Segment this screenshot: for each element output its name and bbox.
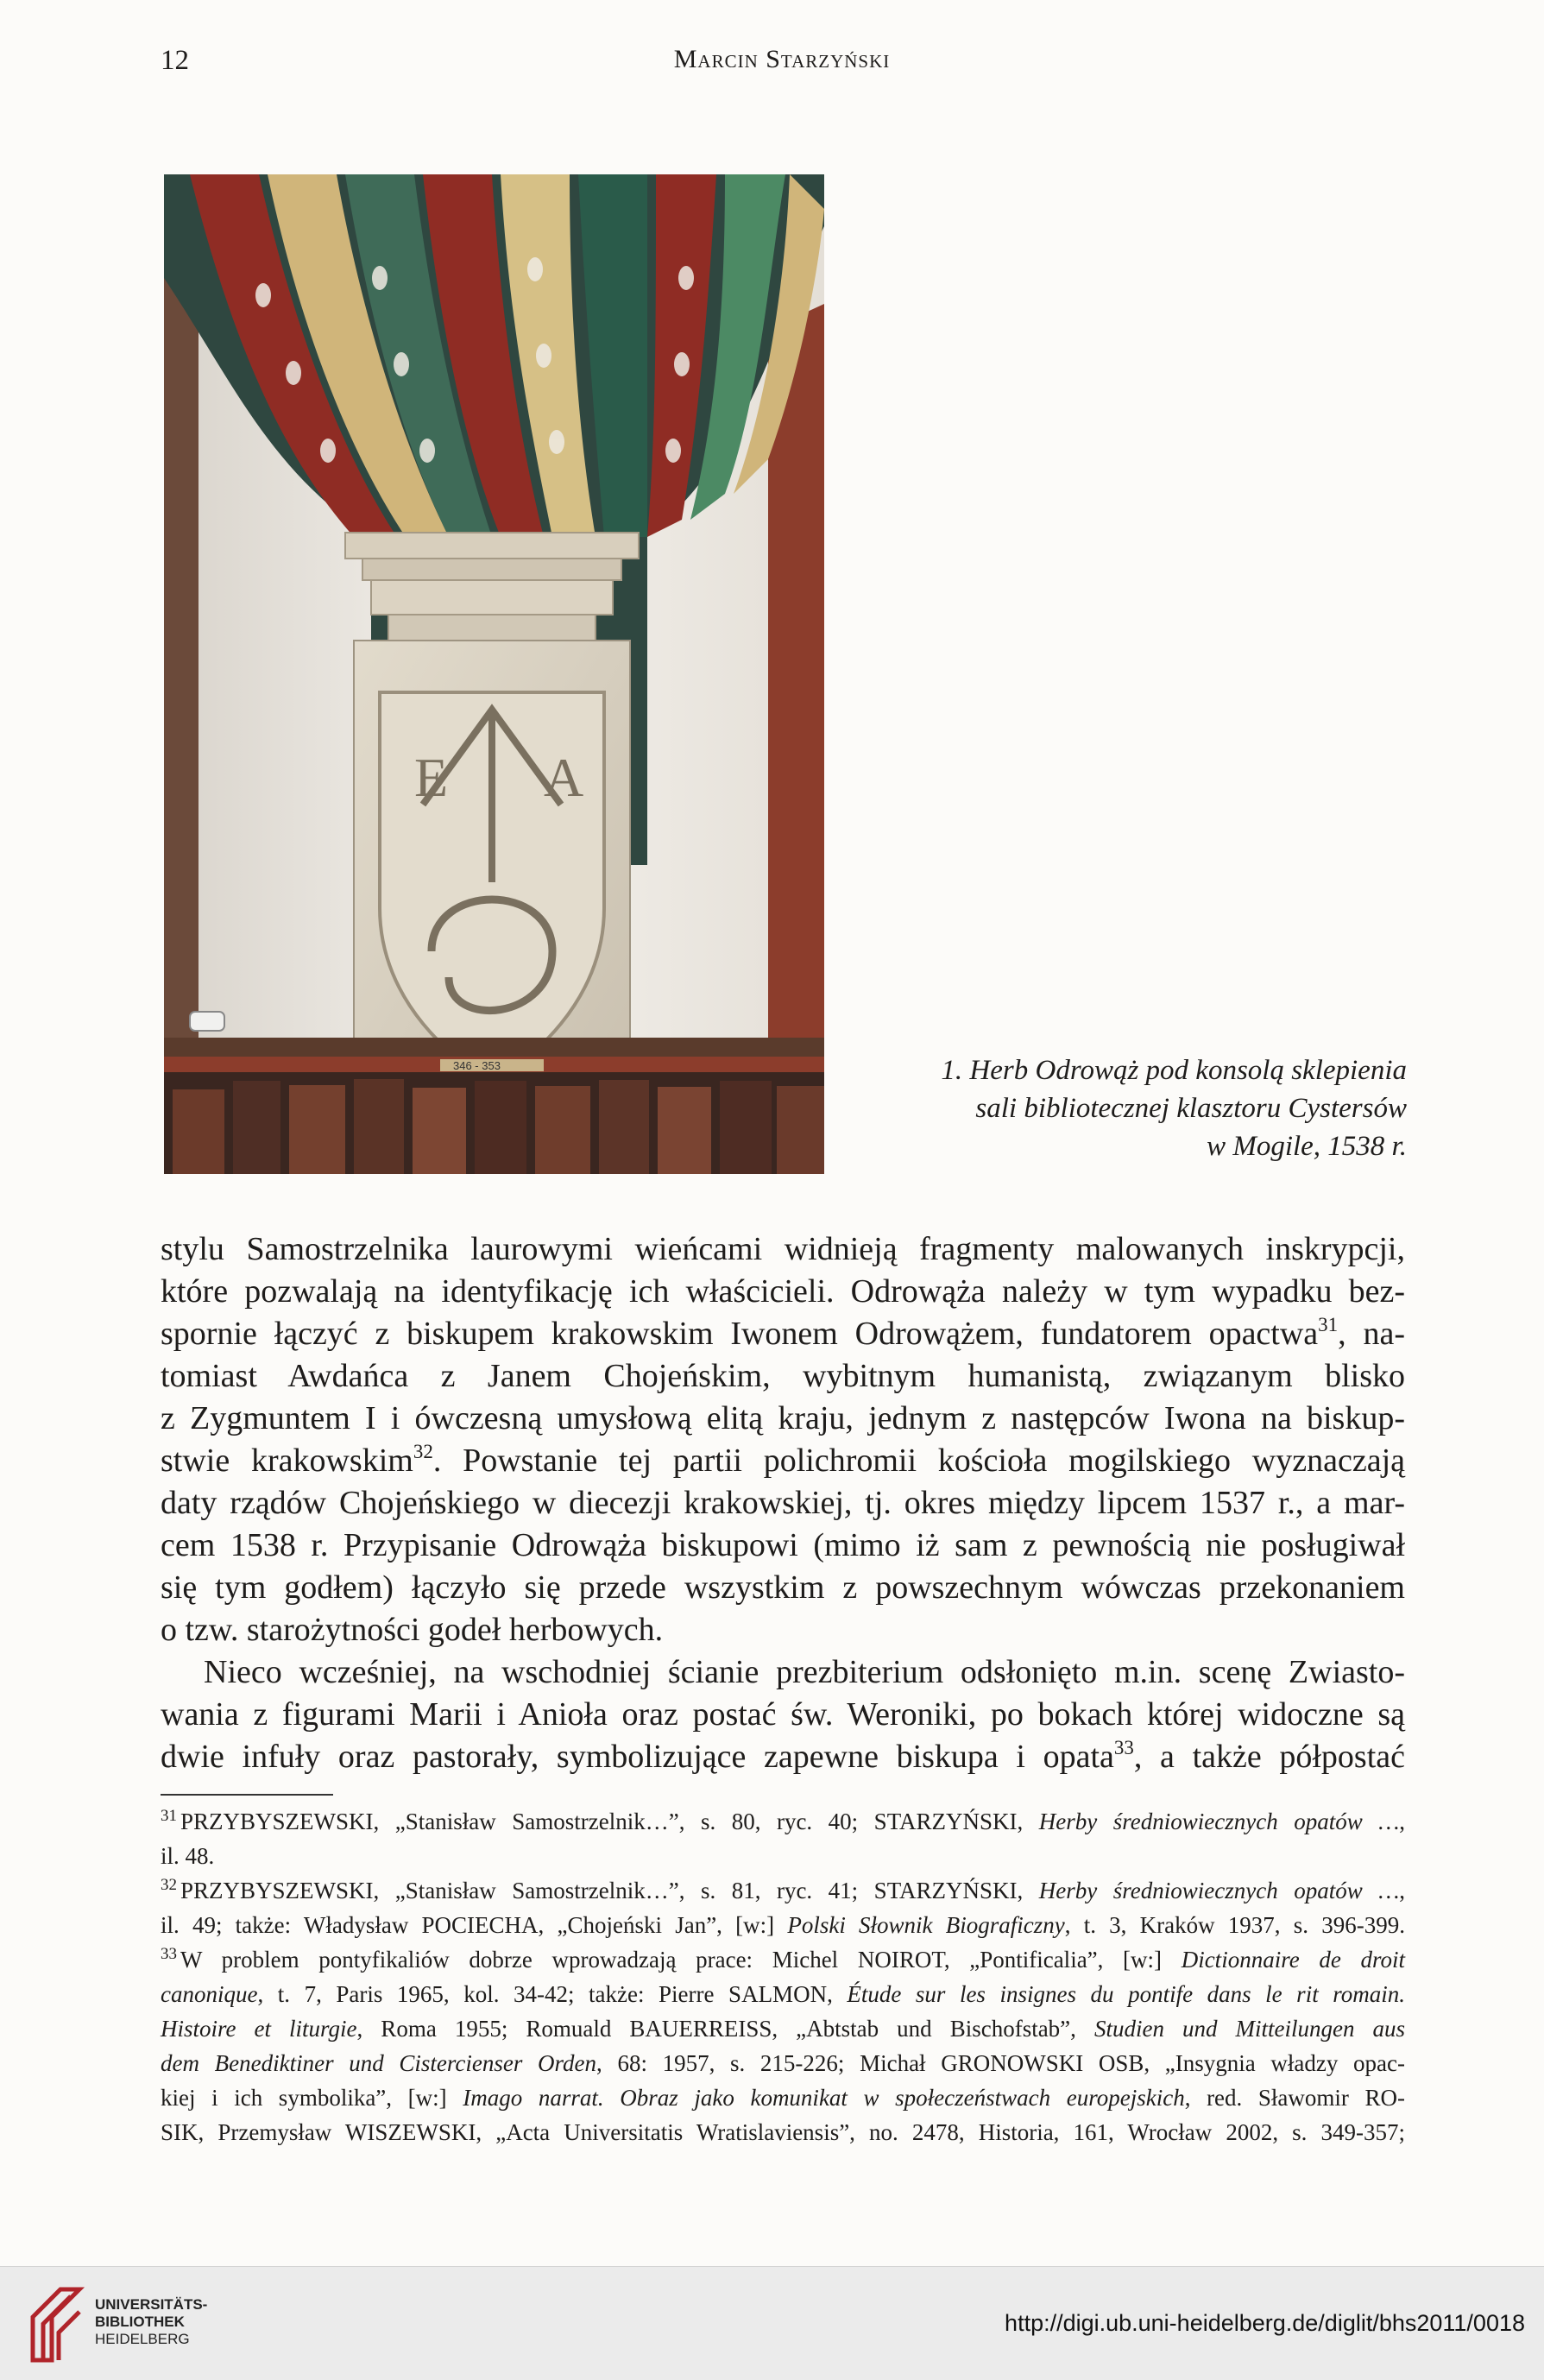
footnote-32: $^{32}$ PRZYBYSZEWSKI, „Stanisław Samostrzelnik…”, s. 81, ryc. 41; STARZYŃSKI, Herby średniowiecznych opatów …,: [161, 1876, 1405, 1903]
source-url-link[interactable]: http://digi.ub.uni-heidelberg.de/diglit/bhs2011/0018: [1005, 2310, 1525, 2336]
footnote-line: Histoire et liturgie, Roma 1955; Romuald BAUERREISS, „Abtstab und Bischofstab”, Studien und Mitteilungen aus: [161, 2016, 1405, 2042]
footnote-line: dem Benediktiner und Cistercienser Orden, 68: 1957, s. 215-226; Michał GRONOWSKI OSB, „Insygnia władzy opac-: [161, 2050, 1406, 2076]
text-line: stwie krakowskim$^{32}$. Powstanie tej partii polichromii kościoła mogilskiego wyznaczają: [161, 1441, 1405, 1479]
running-head: Marcin Starzyński: [673, 45, 891, 73]
text-line: o tzw. starożytności godeł herbowych.: [161, 1612, 664, 1648]
text-line: stylu Samostrzelnika laurowymi wieńcami widnieją fragmenty malowanych inskrypcji,: [161, 1231, 1405, 1267]
footnote-ref-32[interactable]: 32: [413, 1441, 433, 1462]
footnote-line: il. 49; także: Władysław POCIECHA, „Chojeński Jan”, [w:] Polski Słownik Biograficzny, t. 3, Kraków 1937, s. 396-399.: [161, 1912, 1405, 1938]
text-line: daty rządów Chojeńskiego w diecezji krakowskiej, tj. okres między lipcem 1537 r., a mar-: [161, 1485, 1405, 1521]
text-line: spornie łączyć z biskupem krakowskim Iwonem Odrowążem, fundatorem opactwa$^{31}$, na-: [161, 1314, 1405, 1352]
library-logo-icon[interactable]: [26, 2282, 86, 2365]
footnote-33: $^{33}$ W problem pontyfikaliów dobrze wprowadzają prace: Michel NOIROT, „Pontificalia”, [w:] Dictionnaire de droit: [161, 1945, 1405, 1973]
coat-of-arms-photo: [164, 174, 824, 1174]
stone-console: [345, 533, 639, 1115]
figure-caption: [850, 1051, 1407, 1165]
footnote-ref-33[interactable]: 33: [1113, 1737, 1134, 1758]
shield-letter-a: A: [544, 747, 584, 808]
caption-line: 1. Herb Odrowąż pod konsolą sklepienia: [941, 1055, 1407, 1086]
book-spines: [164, 1072, 824, 1174]
shelf-label: 346 - 353: [453, 1059, 501, 1072]
caption-line: sali bibliotecznej klasztoru Cystersów: [975, 1093, 1407, 1124]
footnote-line: SIK, Przemysław WISZEWSKI, „Acta Universitatis Wratislaviensis”, no. 2478, Historia, 161, Wrocław 2002, s. 349-357;: [161, 2119, 1405, 2145]
page-number: 12: [161, 45, 189, 76]
shield-letter-e: E: [414, 747, 449, 808]
caption-line: w Mogile, 1538 r.: [1207, 1131, 1407, 1162]
text-line: z Zygmuntem I i ówczesną umysłową elitą kraju, jednym z następców Iwona na biskup-: [161, 1400, 1405, 1436]
text-line: się tym godłem) łączyło się przede wszystkim z powszechnym wówczas przekonaniem: [161, 1569, 1405, 1606]
text-line: Nieco wcześniej, na wschodniej ścianie prezbiterium odsłonięto m.in. scenę Zwiasto-: [204, 1654, 1405, 1690]
figure-photo: [164, 174, 824, 1174]
footnote-line: kiej i ich symbolika”, [w:] Imago narrat. Obraz jako komunikat w społeczeństwach europejskich, red. Sławomir RO-: [161, 2085, 1406, 2111]
library-name: UNIVERSITÄTS- BIBLIOTHEK HEIDELBERG: [95, 2296, 208, 2347]
footer-bar: [0, 2266, 1544, 2380]
text-line: które pozwalają na identyfikację ich właścicieli. Odrowąża należy w tym wypadku bez-: [161, 1273, 1405, 1310]
text-line: tomiast Awdańca z Janem Chojeńskim, wybitnym humanistą, związanym blisko: [161, 1358, 1405, 1394]
footnotes: [161, 1804, 1405, 2150]
text-line: wania z figurami Marii i Anioła oraz postać św. Weroniki, po bokach której widoczne są: [161, 1696, 1405, 1733]
text-line: dwie infuły oraz pastorały, symbolizujące zapewne biskupa i opata$^{33}$, a także półpostać: [161, 1737, 1405, 1775]
body-text: [161, 1228, 1405, 1778]
footnote-ref-31[interactable]: 31: [1318, 1314, 1339, 1335]
footnote-31: $^{31}$ PRZYBYSZEWSKI, „Stanisław Samostrzelnik…”, s. 80, ryc. 40; STARZYŃSKI, Herby średniowiecznych opatów …,: [161, 1807, 1405, 1834]
footnote-line: canonique, t. 7, Paris 1965, kol. 34-42; także: Pierre SALMON, Étude sur les insignes du pontife dans le rit romain.: [161, 1981, 1405, 2007]
text-line: cem 1538 r. Przypisanie Odrowąża biskupowi (mimo iż sam z pewnością nie posługiwał: [161, 1527, 1405, 1563]
footnote-divider: [161, 1794, 333, 1796]
page-header: [161, 45, 1403, 88]
footnote-line: il. 48.: [161, 1843, 215, 1869]
